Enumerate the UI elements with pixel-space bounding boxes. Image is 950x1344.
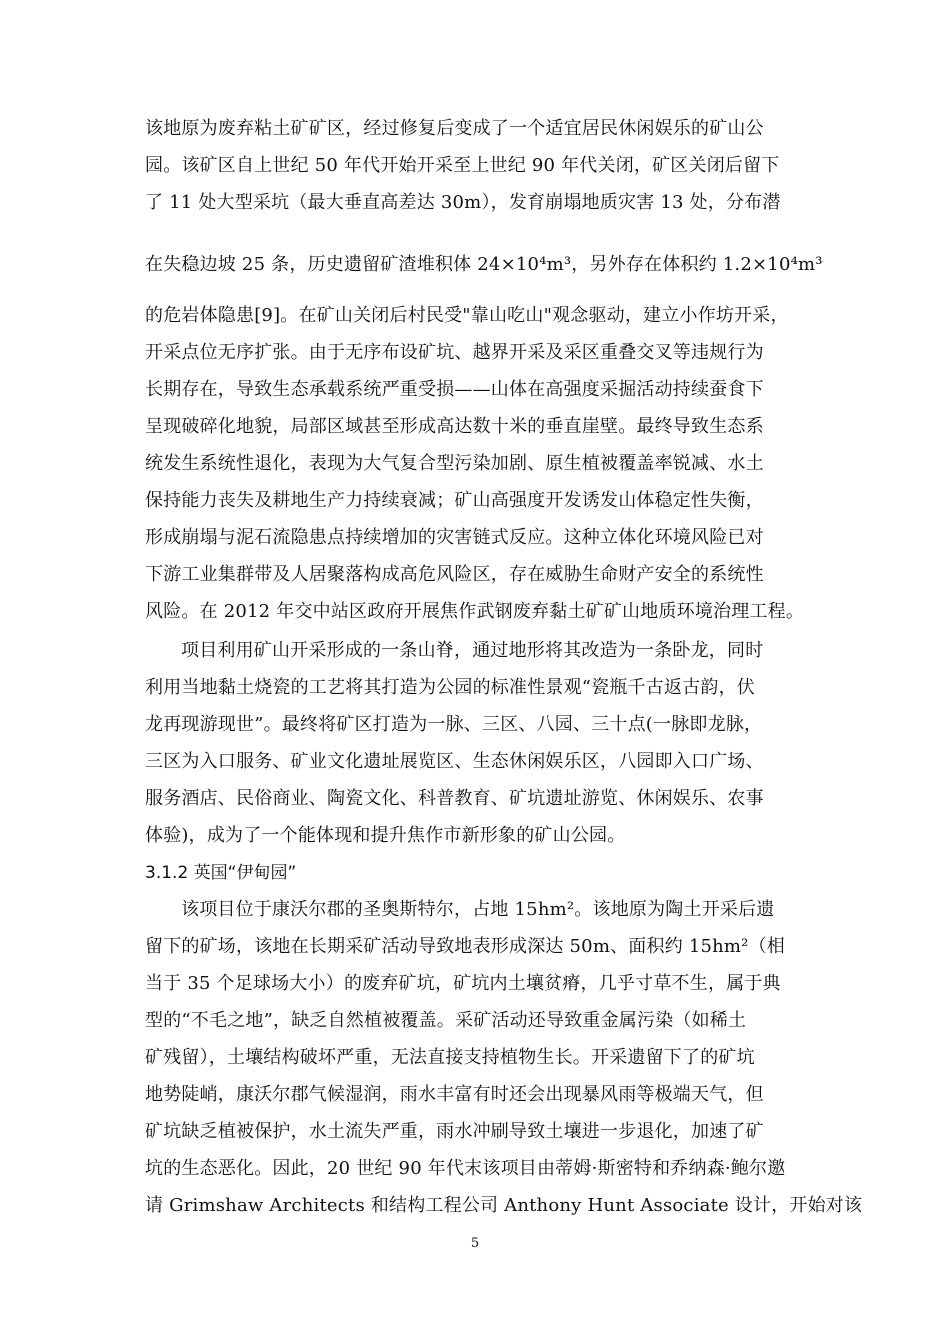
paragraph-1-line-12: 下游工业集群带及人居聚落构成高危风险区，存在威胁生命财产安全的系统性 (145, 564, 764, 585)
paragraph-3-line-4: 型的“不毛之地”，缺乏自然植被覆盖。采矿活动还导致重金属污染（如稀土 (145, 1010, 747, 1031)
paragraph-1-line-9: 统发生系统性退化，表现为大气复合型污染加剧、原生植被覆盖率锐减、水土 (145, 453, 764, 474)
paragraph-1-line-5: 的危岩体隐患[9]。在矿山关闭后村民受"靠山吃山"观念驱动，建立小作坊开采， (145, 305, 789, 326)
paragraph-3-line-7: 矿坑缺乏植被保护，水土流失严重，雨水冲刷导致土壤进一步退化，加速了矿 (145, 1121, 764, 1142)
paragraph-3-line-9: 请 Grimshaw Architects 和结构工程公司 Anthony Hunt Associate 设计，开始对该 (145, 1195, 863, 1216)
paragraph-1-line-13: 风险。在 2012 年交中站区政府开展焦作武钢废弃黏土矿矿山地质环境治理工程。 (145, 601, 805, 622)
paragraph-3-line-2: 留下的矿场，该地在长期采矿活动导致地表形成深达 50m、面积约 15hm²（相 (145, 936, 785, 957)
paragraph-3-line-3: 当于 35 个足球场大小）的废弃矿坑，矿坑内土壤贫瘠，几乎寸草不生，属于典 (145, 973, 781, 994)
paragraph-2-line-6: 体验)，成为了一个能体现和提升焦作市新形象的矿山公园。 (145, 825, 626, 846)
paragraph-2-line-1: 项目利用矿山开采形成的一条山脊，通过地形将其改造为一条卧龙，同时 (181, 640, 764, 661)
paragraph-1-line-10: 保持能力丧失及耕地生产力持续衰减；矿山高强度开发诱发山体稳定性失衡， (145, 490, 764, 511)
page-number: 5 (470, 1236, 480, 1251)
paragraph-1-line-6: 开采点位无序扩张。由于无序布设矿坑、越界开采及采区重叠交叉等违规行为 (145, 342, 764, 363)
paragraph-1-line-7: 长期存在，导致生态承载系统严重受损——山体在高强度采掘活动持续蚕食下 (145, 379, 764, 400)
paragraph-1-line-4: 在失稳边坡 25 条，历史遗留矿渣堆积体 24×10⁴m³，另外存在体积约 1.2×10⁴m³ (145, 254, 823, 275)
paragraph-2-line-2: 利用当地黏土烧瓷的工艺将其打造为公园的标准性景观“瓷瓶千古返古韵，伏 (145, 677, 755, 698)
paragraph-1-line-1: 该地原为废弃粘土矿矿区，经过修复后变成了一个适宜居民休闲娱乐的矿山公 (145, 118, 764, 139)
section-heading: 3.1.2 英国“伊甸园” (145, 863, 297, 883)
paragraph-2-line-4: 三区为入口服务、矿业文化遗址展览区、生态休闲娱乐区，八园即入口广场、 (145, 751, 764, 772)
paragraph-3-line-6: 地势陡峭，康沃尔郡气候湿润，雨水丰富有时还会出现暴风雨等极端天气，但 (145, 1084, 764, 1105)
paragraph-2-line-5: 服务酒店、民俗商业、陶瓷文化、科普教育、矿坑遗址游览、休闲娱乐、农事 (145, 788, 764, 809)
paragraph-1-line-8: 呈现破碎化地貌，局部区域甚至形成高达数十米的垂直崖壁。最终导致生态系 (145, 416, 764, 437)
paragraph-1-line-3: 了 11 处大型采坑（最大垂直高差达 30m），发育崩塌地质灾害 13 处，分布潜 (145, 192, 781, 213)
paragraph-2-line-3: 龙再现游现世”。最终将矿区打造为一脉、三区、八园、三十点(一脉即龙脉， (145, 714, 763, 735)
paragraph-3-line-5: 矿残留），土壤结构破坏严重，无法直接支持植物生长。开采遗留下了的矿坑 (145, 1047, 755, 1068)
paragraph-1-line-2: 园。该矿区自上世纪 50 年代开始开采至上世纪 90 年代关闭，矿区关闭后留下 (145, 155, 780, 176)
paragraph-3-line-1: 该项目位于康沃尔郡的圣奥斯特尔，占地 15hm²。该地原为陶土开采后遗 (181, 899, 775, 920)
paragraph-3-line-8: 坑的生态恶化。因此，20 世纪 90 年代末该项目由蒂姆·斯密特和乔纳森·鲍尔邀 (145, 1158, 786, 1179)
paragraph-1-line-11: 形成崩塌与泥石流隐患点持续增加的灾害链式反应。这种立体化环境风险已对 (145, 527, 764, 548)
